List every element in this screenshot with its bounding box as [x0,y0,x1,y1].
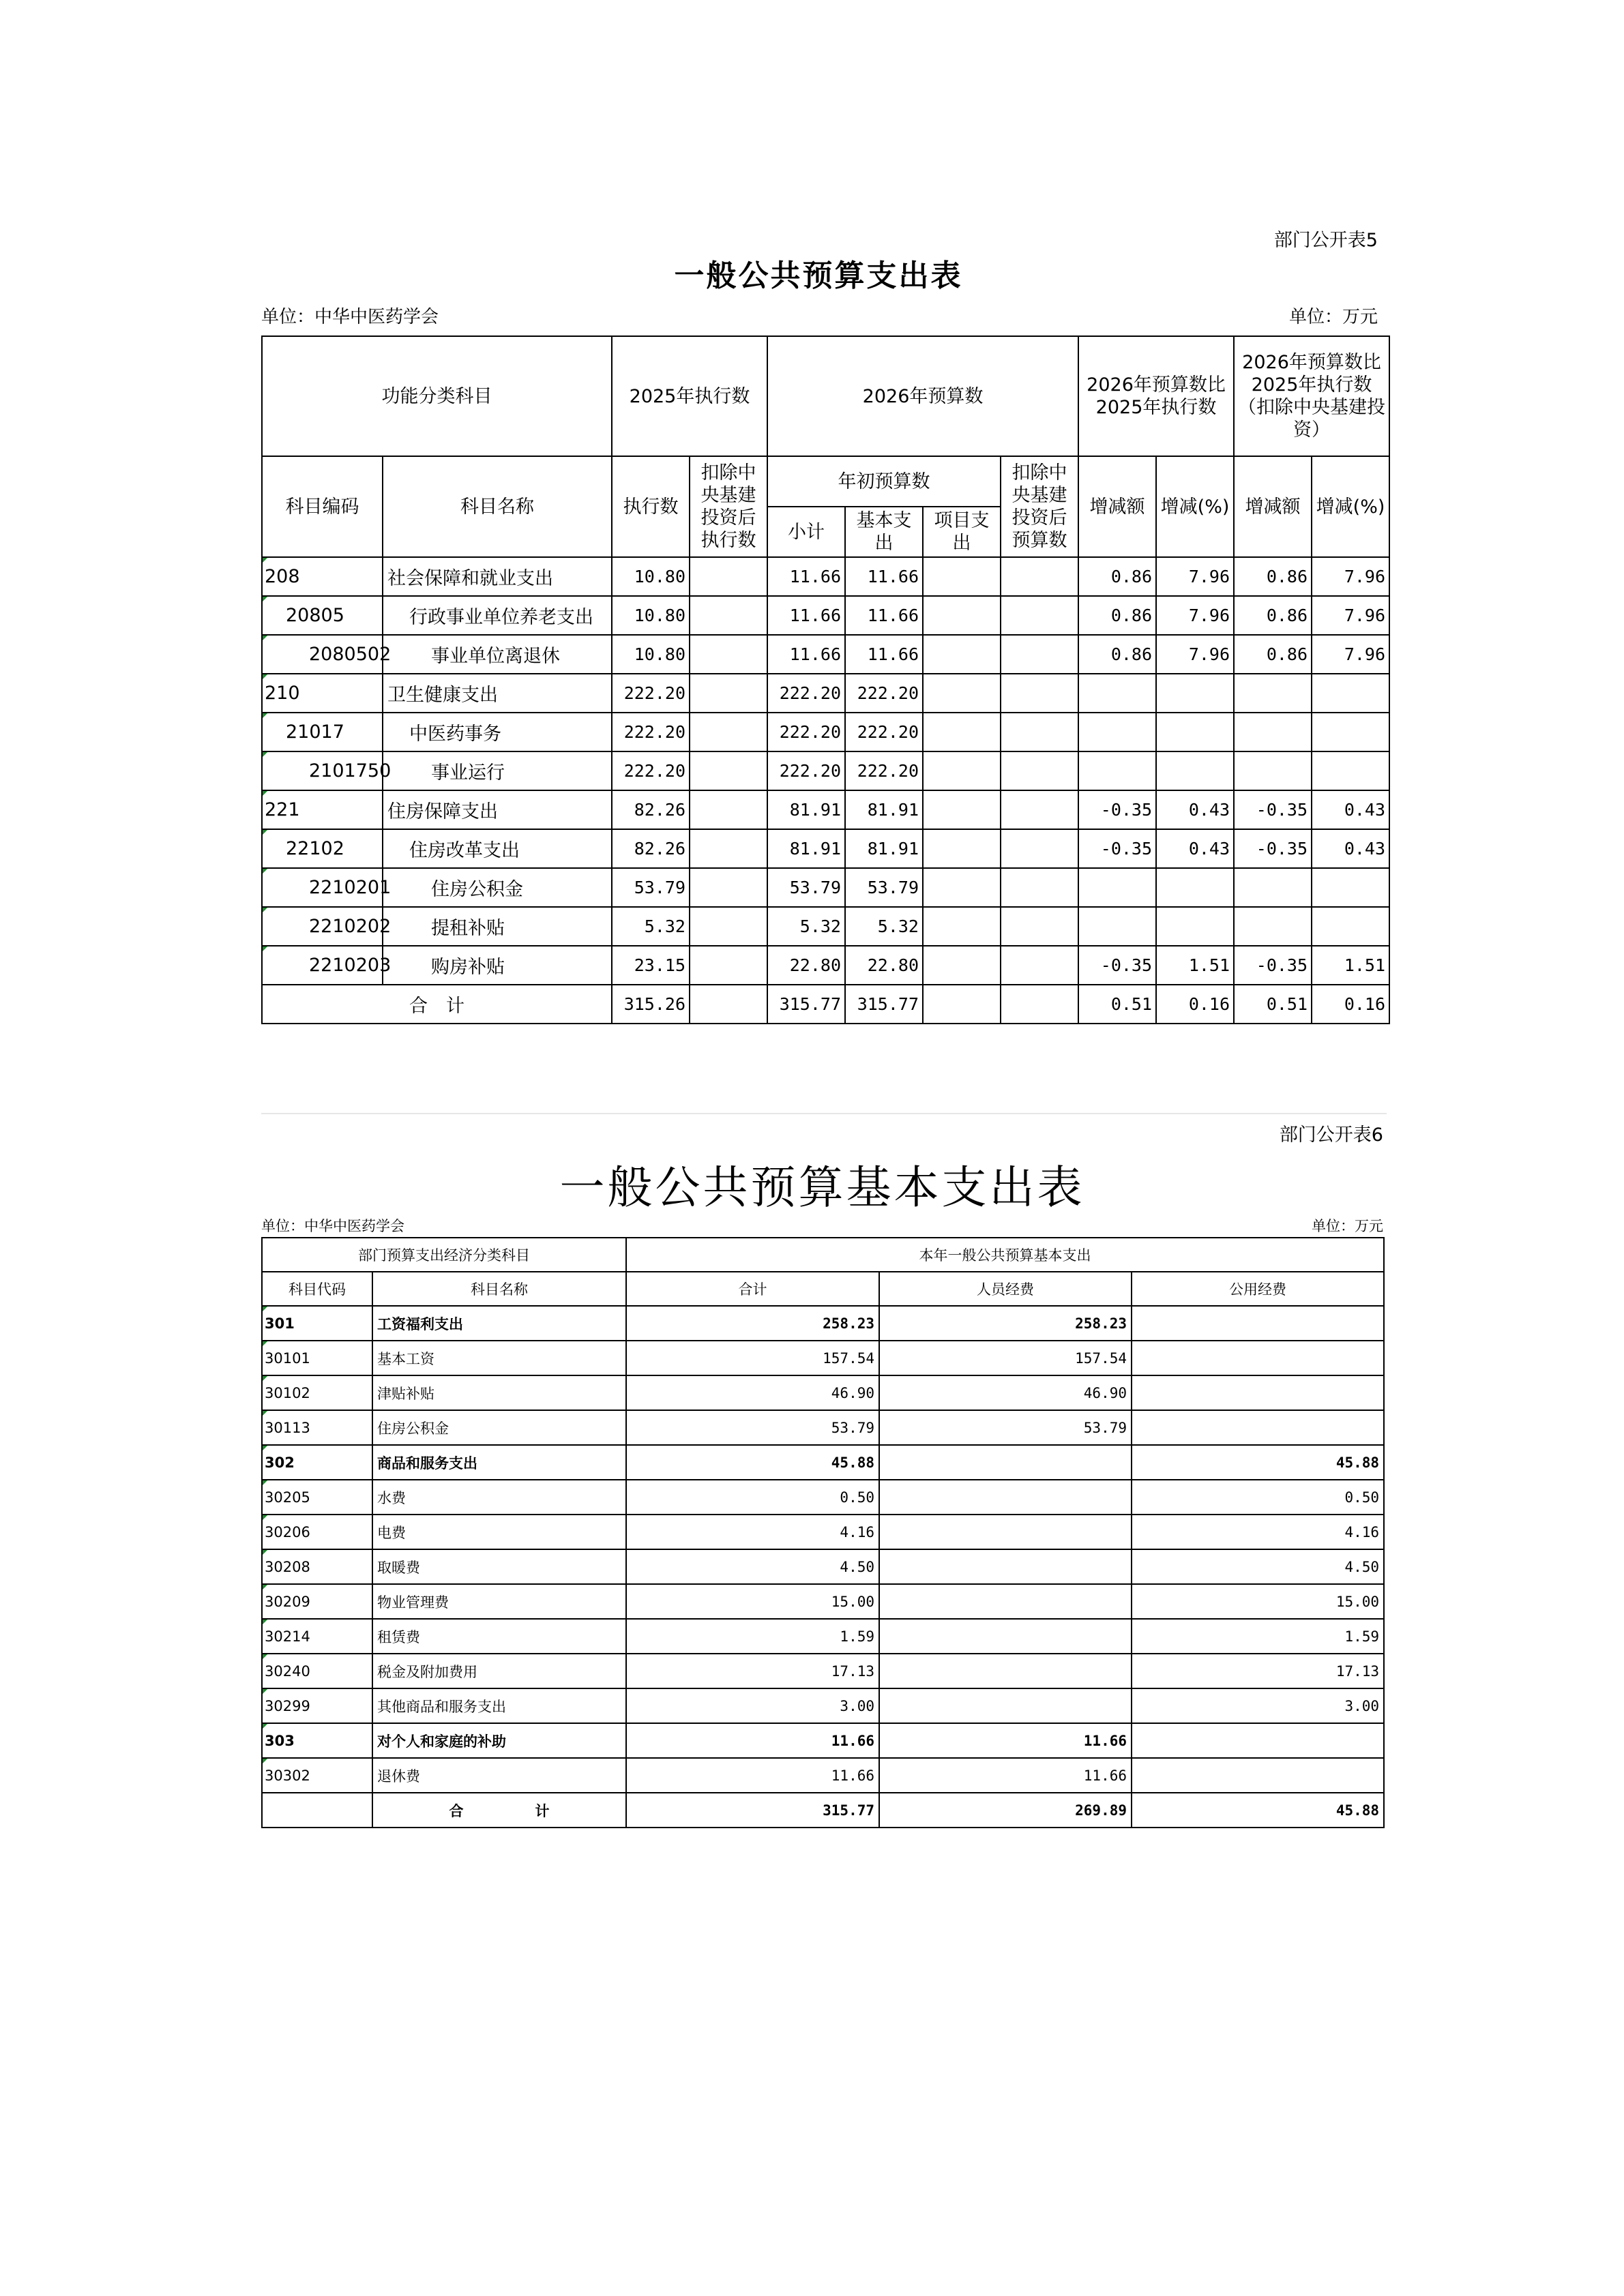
row-total: 11.66 [626,1758,879,1793]
row-budget-excl [1001,907,1078,946]
row-code: 301 [262,1306,372,1341]
row-name: 社会保障和就业支出 [383,557,612,596]
row-exec: 23.15 [612,946,690,985]
row-public [1132,1341,1384,1375]
total-row [262,1793,1384,1828]
row-code: 2101750 [262,751,383,790]
total-budget-excl [1001,985,1078,1024]
total-d1: 0.51 [1078,985,1156,1024]
row-p2: 7.96 [1312,596,1389,635]
table2-unit-left: 单位：中华中医药学会 [261,1218,404,1234]
row-personnel [879,1515,1132,1549]
row-name: 商品和服务支出 [372,1445,626,1480]
header-code: 科目编码 [262,456,383,557]
row-total: 45.88 [626,1445,879,1480]
header-budget-excl: 扣除中央基建投资后预算数 [1001,456,1078,557]
row-exec-excl [690,907,767,946]
row-budget-excl [1001,674,1078,713]
row-name: 事业运行 [383,751,612,790]
row-name: 津贴补贴 [372,1375,626,1410]
row-exec-excl [690,790,767,829]
row-code: 22102 [262,829,383,868]
table-row [262,1480,1384,1515]
row-public: 15.00 [1132,1584,1384,1619]
row-exec-excl [690,751,767,790]
row-p1: 7.96 [1156,635,1234,674]
row-d1 [1078,907,1156,946]
row-project [923,635,1001,674]
header-initial: 年初预算数 [767,456,1001,507]
row-d1 [1078,868,1156,907]
table-row [262,1584,1384,1619]
row-public [1132,1410,1384,1445]
row-subtotal: 81.91 [767,829,845,868]
row-public: 45.88 [1132,1445,1384,1480]
row-basic: 222.20 [845,713,923,751]
row-personnel: 11.66 [879,1758,1132,1793]
row-p1 [1156,868,1234,907]
row-budget-excl [1001,790,1078,829]
row-code: 30113 [262,1410,372,1445]
table-row [262,751,1389,790]
row-d1 [1078,713,1156,751]
row-basic: 22.80 [845,946,923,985]
header-code: 科目代码 [262,1272,372,1306]
row-budget-excl [1001,713,1078,751]
row-exec: 10.80 [612,557,690,596]
row-budget-excl [1001,751,1078,790]
total-exec: 315.26 [612,985,690,1024]
row-code: 30205 [262,1480,372,1515]
header-current: 本年一般公共预算基本支出 [626,1238,1384,1272]
row-code: 30101 [262,1341,372,1375]
table-row [262,1341,1384,1375]
table-row [262,1758,1384,1793]
total-public: 45.88 [1132,1793,1384,1828]
table-row [262,1723,1384,1758]
row-personnel [879,1654,1132,1688]
row-p1: 7.96 [1156,596,1234,635]
row-p1: 0.43 [1156,790,1234,829]
row-name: 事业单位离退休 [383,635,612,674]
table-row [262,1375,1384,1410]
row-exec: 222.20 [612,751,690,790]
table2-unit-right: 单位：万元 [1312,1218,1383,1234]
table2-body [262,1306,1384,1828]
total-p2: 0.16 [1312,985,1389,1024]
row-exec-excl [690,868,767,907]
row-p1: 7.96 [1156,557,1234,596]
row-d2 [1234,751,1312,790]
row-name: 购房补贴 [383,946,612,985]
row-p1 [1156,674,1234,713]
row-code: 208 [262,557,383,596]
table-row [262,868,1389,907]
row-code: 30240 [262,1654,372,1688]
total-d2: 0.51 [1234,985,1312,1024]
row-exec-excl [690,635,767,674]
row-name: 物业管理费 [372,1584,626,1619]
row-d2: 0.86 [1234,596,1312,635]
row-p1 [1156,713,1234,751]
row-project [923,946,1001,985]
header-name: 科目名称 [372,1272,626,1306]
row-budget-excl [1001,635,1078,674]
row-project [923,907,1001,946]
table1-unit-right: 单位：万元 [1288,307,1378,327]
row-subtotal: 11.66 [767,596,845,635]
row-p1 [1156,907,1234,946]
row-project [923,557,1001,596]
row-d2: 0.86 [1234,557,1312,596]
row-subtotal: 11.66 [767,635,845,674]
table-row [262,1410,1384,1445]
row-d2: -0.35 [1234,829,1312,868]
row-p2 [1312,751,1389,790]
row-code: 2210202 [262,907,383,946]
row-code: 221 [262,790,383,829]
total-label: 合 计 [262,985,612,1024]
table2-tag: 部门公开表6 [1279,1124,1383,1146]
row-code: 30299 [262,1688,372,1723]
row-code: 210 [262,674,383,713]
row-exec: 82.26 [612,829,690,868]
header-cmp1: 2026年预算数比2025年执行数 [1078,336,1234,456]
header-project: 项目支出 [923,507,1001,557]
row-d1: -0.35 [1078,946,1156,985]
row-subtotal: 81.91 [767,790,845,829]
row-personnel: 258.23 [879,1306,1132,1341]
header-public: 公用经费 [1132,1272,1384,1306]
total-label: 合 计 [372,1793,626,1828]
row-project [923,829,1001,868]
header-personnel: 人员经费 [879,1272,1132,1306]
row-exec-excl [690,557,767,596]
row-public: 4.50 [1132,1549,1384,1584]
table-row [262,713,1389,751]
row-d2 [1234,907,1312,946]
row-subtotal: 22.80 [767,946,845,985]
row-p2: 7.96 [1312,557,1389,596]
row-name: 税金及附加费用 [372,1654,626,1688]
row-name: 行政事业单位养老支出 [383,596,612,635]
table-row [262,946,1389,985]
row-p2 [1312,674,1389,713]
total-exec-excl [690,985,767,1024]
row-p1: 1.51 [1156,946,1234,985]
row-personnel [879,1584,1132,1619]
row-code: 2210203 [262,946,383,985]
row-basic: 5.32 [845,907,923,946]
row-budget-excl [1001,596,1078,635]
row-exec-excl [690,946,767,985]
row-name: 中医药事务 [383,713,612,751]
row-code: 30209 [262,1584,372,1619]
row-exec: 222.20 [612,713,690,751]
row-code: 21017 [262,713,383,751]
row-name: 取暖费 [372,1549,626,1584]
row-project [923,713,1001,751]
table-row [262,907,1389,946]
total-personnel: 269.89 [879,1793,1132,1828]
row-personnel [879,1619,1132,1654]
row-exec-excl [690,674,767,713]
row-subtotal: 222.20 [767,751,845,790]
table-row [262,1549,1384,1584]
table1-title: 一般公共预算支出表 [674,258,963,293]
table2-title: 一般公共预算基本支出表 [559,1161,1085,1214]
general-budget-expenditure-table [261,336,1390,1024]
row-basic: 11.66 [845,635,923,674]
header-exec: 执行数 [612,456,690,557]
row-d2: 0.86 [1234,635,1312,674]
row-name: 住房保障支出 [383,790,612,829]
total-p1: 0.16 [1156,985,1234,1024]
row-p2 [1312,907,1389,946]
row-p2 [1312,868,1389,907]
row-total: 157.54 [626,1341,879,1375]
row-d1: -0.35 [1078,790,1156,829]
row-personnel [879,1549,1132,1584]
row-code: 2210201 [262,868,383,907]
table-row [262,557,1389,596]
header-econ-cat: 部门预算支出经济分类科目 [262,1238,626,1272]
row-d1 [1078,751,1156,790]
table1-unit-left: 单位：中华中医药学会 [261,307,439,327]
row-basic: 222.20 [845,674,923,713]
header-inc-pct: 增减(%) [1156,456,1234,557]
header-inc-pct2: 增减(%) [1312,456,1389,557]
row-budget-excl [1001,868,1078,907]
header-subtotal: 小计 [767,507,845,557]
row-public: 3.00 [1132,1688,1384,1723]
row-subtotal: 5.32 [767,907,845,946]
table-row [262,790,1389,829]
row-name: 退休费 [372,1758,626,1793]
row-code: 30214 [262,1619,372,1654]
row-subtotal: 222.20 [767,713,845,751]
row-p2 [1312,713,1389,751]
row-subtotal: 11.66 [767,557,845,596]
total-subtotal: 315.77 [767,985,845,1024]
header-budget2026: 2026年预算数 [767,336,1078,456]
row-d2: -0.35 [1234,946,1312,985]
row-personnel: 157.54 [879,1341,1132,1375]
row-total: 4.16 [626,1515,879,1549]
row-d2 [1234,713,1312,751]
table-row [262,1306,1384,1341]
table1-tag: 部门公开表5 [1273,230,1378,251]
row-exec-excl [690,596,767,635]
row-name: 对个人和家庭的补助 [372,1723,626,1758]
row-p1: 0.43 [1156,829,1234,868]
row-d1: -0.35 [1078,829,1156,868]
row-p2: 0.43 [1312,790,1389,829]
row-public [1132,1375,1384,1410]
row-subtotal: 222.20 [767,674,845,713]
general-budget-basic-expenditure-table [261,1237,1385,1828]
row-public: 4.16 [1132,1515,1384,1549]
header-inc-amt2: 增减额 [1234,456,1312,557]
row-name: 住房公积金 [372,1410,626,1445]
row-exec: 10.80 [612,596,690,635]
row-budget-excl [1001,946,1078,985]
row-personnel [879,1480,1132,1515]
row-name: 卫生健康支出 [383,674,612,713]
row-d2 [1234,868,1312,907]
row-name: 住房公积金 [383,868,612,907]
row-total: 0.50 [626,1480,879,1515]
row-personnel: 11.66 [879,1723,1132,1758]
row-name: 提租补贴 [383,907,612,946]
header-name: 科目名称 [383,456,612,557]
total-basic: 315.77 [845,985,923,1024]
table-row [262,1619,1384,1654]
row-name: 租赁费 [372,1619,626,1654]
row-project [923,674,1001,713]
row-personnel: 53.79 [879,1410,1132,1445]
header-exec2025: 2025年执行数 [612,336,767,456]
row-personnel [879,1688,1132,1723]
row-project [923,596,1001,635]
row-name: 住房改革支出 [383,829,612,868]
row-public [1132,1723,1384,1758]
header-cmp2: 2026年预算数比2025年执行数（扣除中央基建投资） [1234,336,1389,456]
row-d2: -0.35 [1234,790,1312,829]
row-name: 工资福利支出 [372,1306,626,1341]
header-exec-excl: 扣除中央基建投资后执行数 [690,456,767,557]
row-total: 17.13 [626,1654,879,1688]
row-total: 53.79 [626,1410,879,1445]
row-d1 [1078,674,1156,713]
header-basic: 基本支出 [845,507,923,557]
row-subtotal: 53.79 [767,868,845,907]
row-personnel [879,1445,1132,1480]
row-total: 46.90 [626,1375,879,1410]
table-row [262,1688,1384,1723]
row-exec: 10.80 [612,635,690,674]
row-basic: 81.91 [845,829,923,868]
row-code: 30102 [262,1375,372,1410]
total-total: 315.77 [626,1793,879,1828]
row-total: 258.23 [626,1306,879,1341]
table-row [262,1654,1384,1688]
total-project [923,985,1001,1024]
row-basic: 222.20 [845,751,923,790]
row-exec: 82.26 [612,790,690,829]
row-exec: 222.20 [612,674,690,713]
table-row [262,829,1389,868]
table-row [262,635,1389,674]
row-exec: 5.32 [612,907,690,946]
row-name: 水费 [372,1480,626,1515]
row-total: 11.66 [626,1723,879,1758]
row-total: 4.50 [626,1549,879,1584]
total-code-empty [262,1793,372,1828]
row-exec: 53.79 [612,868,690,907]
row-code: 302 [262,1445,372,1480]
table1-body [262,557,1389,1024]
row-p1 [1156,751,1234,790]
row-public [1132,1306,1384,1341]
row-d1: 0.86 [1078,557,1156,596]
row-budget-excl [1001,829,1078,868]
row-public [1132,1758,1384,1793]
row-name: 电费 [372,1515,626,1549]
row-total: 15.00 [626,1584,879,1619]
row-project [923,751,1001,790]
row-name: 其他商品和服务支出 [372,1688,626,1723]
table-row [262,674,1389,713]
row-total: 3.00 [626,1688,879,1723]
row-basic: 11.66 [845,596,923,635]
row-budget-excl [1001,557,1078,596]
row-d2 [1234,674,1312,713]
header-func-cat: 功能分类科目 [262,336,612,456]
row-exec-excl [690,713,767,751]
row-project [923,868,1001,907]
row-name: 基本工资 [372,1341,626,1375]
table-row [262,1515,1384,1549]
row-basic: 11.66 [845,557,923,596]
row-public: 1.59 [1132,1619,1384,1654]
row-basic: 81.91 [845,790,923,829]
header-total: 合计 [626,1272,879,1306]
row-p2: 7.96 [1312,635,1389,674]
header-inc-amt: 增减额 [1078,456,1156,557]
section-divider [261,1113,1387,1114]
row-p2: 1.51 [1312,946,1389,985]
row-personnel: 46.90 [879,1375,1132,1410]
row-code: 303 [262,1723,372,1758]
row-public: 0.50 [1132,1480,1384,1515]
row-project [923,790,1001,829]
row-code: 2080502 [262,635,383,674]
row-p2: 0.43 [1312,829,1389,868]
row-public: 17.13 [1132,1654,1384,1688]
table-row [262,596,1389,635]
row-d1: 0.86 [1078,596,1156,635]
row-basic: 53.79 [845,868,923,907]
total-row [262,985,1389,1024]
row-code: 20805 [262,596,383,635]
row-code: 30206 [262,1515,372,1549]
row-total: 1.59 [626,1619,879,1654]
row-code: 30302 [262,1758,372,1793]
table-row [262,1445,1384,1480]
row-code: 30208 [262,1549,372,1584]
row-exec-excl [690,829,767,868]
row-d1: 0.86 [1078,635,1156,674]
